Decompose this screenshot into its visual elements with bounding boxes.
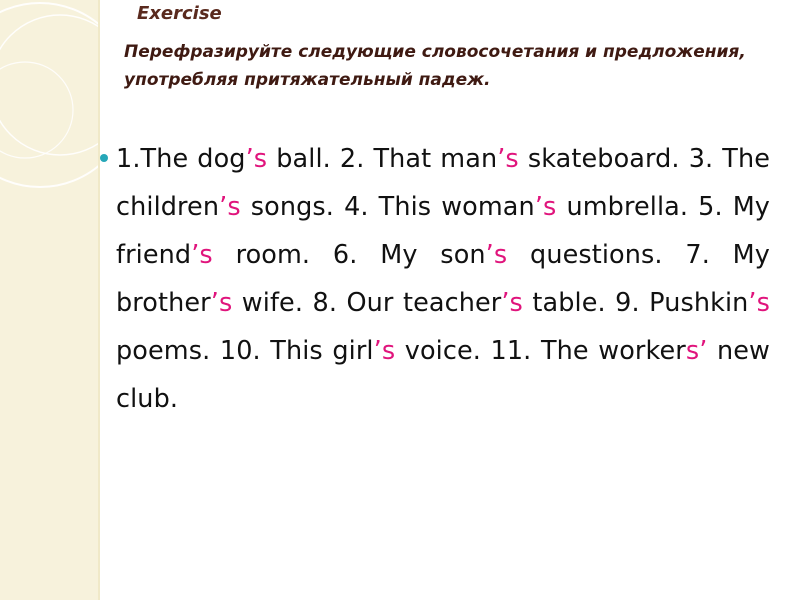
possessive-ending: ’s	[501, 288, 523, 318]
slide-title: Exercise	[137, 3, 222, 24]
item-text: wife.	[232, 288, 313, 318]
item-text: songs.	[240, 192, 345, 222]
band-divider	[98, 0, 100, 600]
decorative-ring-small	[0, 62, 73, 158]
item-text: room.	[212, 240, 333, 270]
decorative-ring-outer	[0, 3, 132, 187]
item-text: 1.The dog	[116, 144, 246, 174]
item-text: 7. My brother	[116, 240, 770, 318]
item-text: 6. My son	[332, 240, 486, 270]
item-text: 10. This girl	[219, 336, 374, 366]
item-text: 2. That man	[339, 144, 498, 174]
possessive-ending: ’s	[245, 144, 268, 174]
item-text: ball.	[267, 144, 340, 174]
item-text: 8. Our teacher	[312, 288, 502, 318]
exercise-item	[220, 336, 491, 366]
item-text: 3. The children	[116, 144, 770, 222]
possessive-ending: ’s	[485, 240, 508, 270]
exercise-list	[116, 135, 770, 423]
item-text: skateboard.	[518, 144, 689, 174]
possessive-ending: ’s	[373, 336, 396, 366]
item-text: umbrella.	[556, 192, 699, 222]
item-text: poems.	[116, 336, 220, 366]
possessive-ending: ’s	[497, 144, 519, 174]
item-text: 9. Pushkin	[615, 288, 749, 318]
exercise-item	[344, 192, 698, 222]
exercise-item	[340, 144, 689, 174]
possessive-ending: s’	[685, 336, 708, 366]
exercise-item	[116, 144, 340, 174]
item-text: 11. The worker	[490, 336, 686, 366]
item-text: 5. My friend	[116, 192, 771, 270]
instruction-text: Перефразируйте следующие словосочетания и предложения, употребляя притяжательный падеж.	[124, 42, 746, 90]
exercise-item	[333, 240, 685, 270]
possessive-ending: ’s	[210, 288, 233, 318]
possessive-ending: ’s	[748, 288, 771, 318]
decorative-ring-inner	[0, 15, 130, 155]
item-text: table.	[522, 288, 616, 318]
item-text: 4. This woman	[344, 192, 535, 222]
item-text: voice.	[395, 336, 491, 366]
item-text: questions.	[507, 240, 686, 270]
exercise-item	[313, 288, 616, 318]
item-text: new club.	[116, 336, 770, 414]
possessive-ending: ’s	[191, 240, 213, 270]
bullet-icon	[100, 154, 108, 162]
possessive-ending: ’s	[219, 192, 241, 222]
possessive-ending: ’s	[534, 192, 557, 222]
